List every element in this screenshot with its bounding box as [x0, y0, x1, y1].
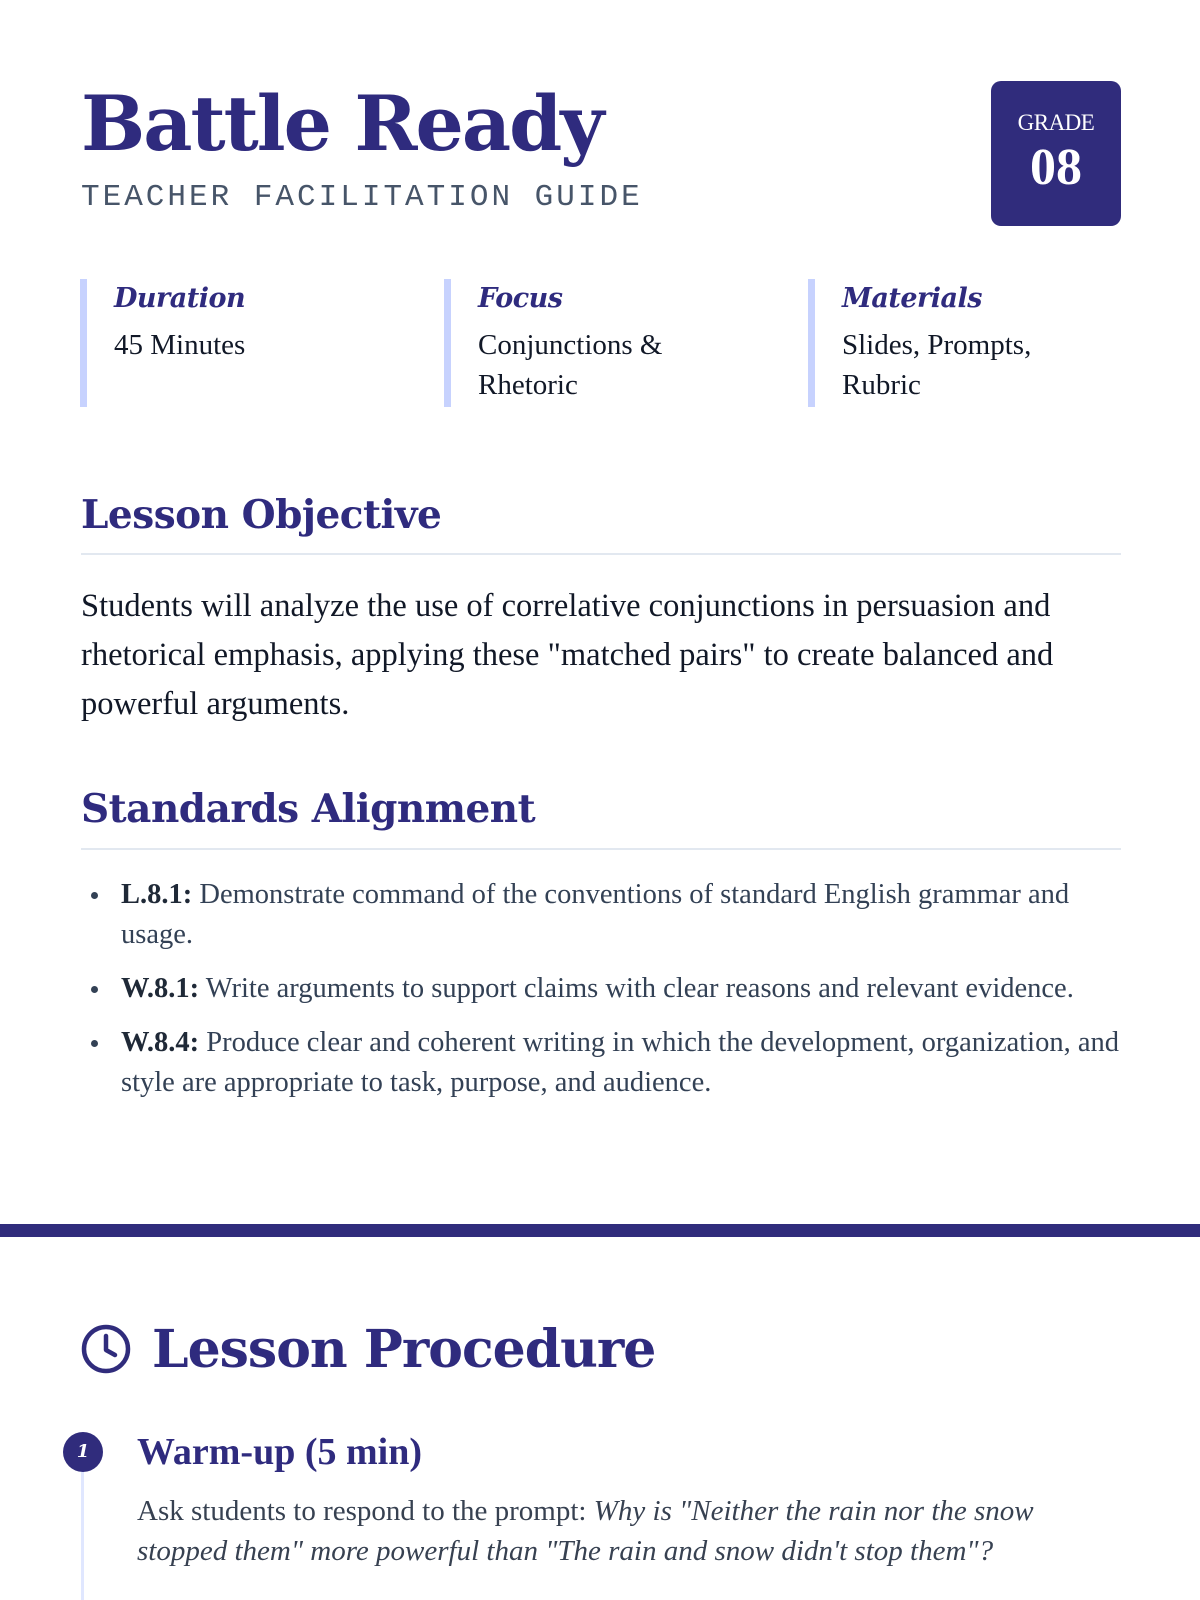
step-text [137, 1491, 1097, 1571]
section-divider [81, 553, 1121, 555]
standard-text: Demonstrate command of the conventions of standard English grammar and usage. [121, 879, 1070, 950]
step-intro: Ask students to respond to the prompt: [137, 1495, 594, 1527]
meta-value: 45 Minutes [114, 329, 246, 361]
meta-label: Materials [842, 283, 982, 314]
grade-label: GRADE [1017, 110, 1095, 135]
header [81, 78, 1121, 228]
section-divider [81, 848, 1121, 850]
step-number: 1 [63, 1432, 103, 1472]
clock-icon [80, 1323, 132, 1375]
step-prompt: Why is "Neither the rain nor the snow stopped them" more powerful than "The rain and snow didn't stop them"? [137, 1495, 1034, 1567]
grade-value: 08 [1030, 139, 1082, 196]
meta-label: Focus [478, 283, 563, 314]
step-title: Warm-up (5 min) [137, 1431, 422, 1473]
standard-text: Write arguments to support claims with clear reasons and relevant evidence. [205, 973, 1074, 1004]
meta-value: Conjunctions & Rhetoric [478, 329, 663, 401]
meta-label: Duration [114, 283, 246, 314]
page-title: Battle Ready [81, 79, 603, 168]
bullet-icon [91, 1040, 98, 1047]
standards-heading: Standards Alignment [81, 786, 536, 832]
meta-duration [80, 279, 380, 407]
standards-list [81, 875, 1121, 1117]
page-subtitle: TEACHER FACILITATION GUIDE [81, 180, 643, 215]
step-timeline [81, 1470, 84, 1600]
standard-code: W.8.1: [121, 973, 200, 1004]
bullet-icon [91, 986, 98, 993]
standard-code: W.8.4: [121, 1027, 200, 1058]
objective-heading: Lesson Objective [81, 492, 442, 538]
list-item [81, 875, 1121, 955]
bullet-icon [91, 892, 98, 899]
procedure-heading: Lesson Procedure [152, 1319, 656, 1380]
lesson-meta [80, 279, 1120, 407]
standard-code: L.8.1: [121, 879, 193, 910]
meta-materials [808, 279, 1108, 407]
standard-text: Produce clear and coherent writing in which the development, organization, and style are appropriate to task, purpose, and audience. [121, 1027, 1120, 1098]
meta-value: Slides, Prompts, Rubric [842, 329, 1032, 401]
section-band [0, 1224, 1200, 1237]
objective-text: Students will analyze the use of correlative conjunctions in persuasion and rhetorical emphasis, applying these "matched pairs" to create balanced and powerful arguments. [81, 588, 1054, 722]
meta-focus [444, 279, 744, 407]
list-item [81, 969, 1121, 1009]
list-item [81, 1023, 1121, 1103]
grade-badge [991, 81, 1121, 226]
